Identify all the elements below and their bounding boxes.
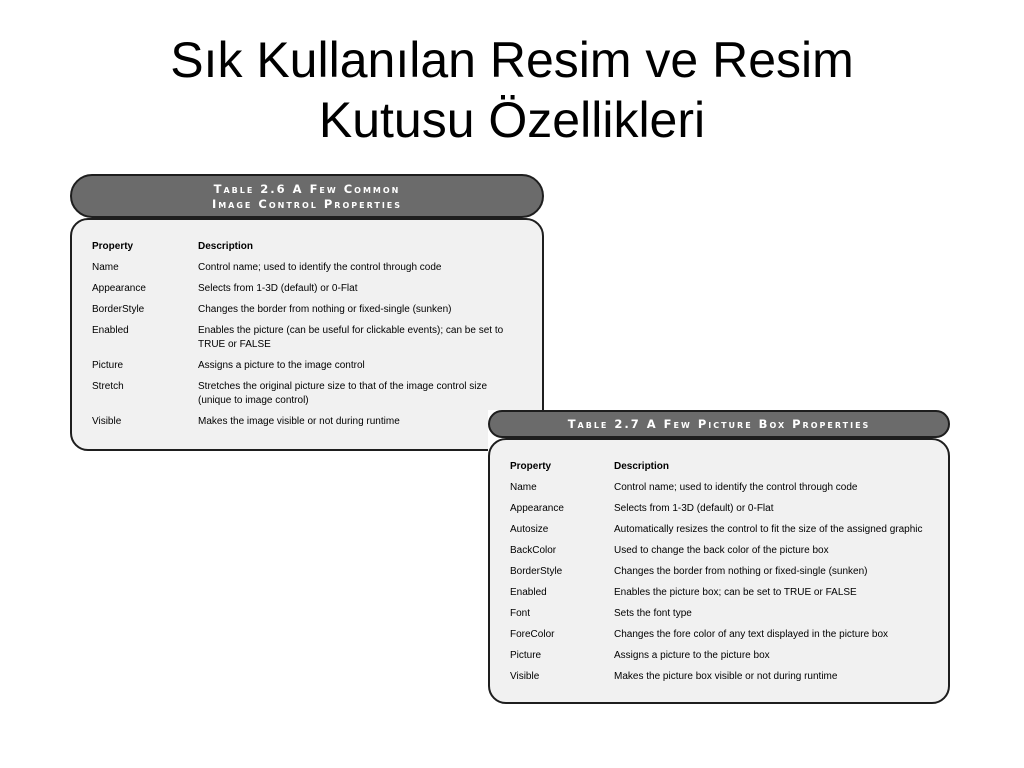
- description-cell: Changes the fore color of any text displayed in the picture box: [614, 629, 889, 640]
- table-row: [510, 565, 938, 586]
- table-rows: [510, 460, 938, 691]
- table-row: [510, 481, 938, 502]
- column-header-row: [510, 460, 938, 481]
- column-header-description: Description: [614, 461, 670, 472]
- table-row: [92, 380, 522, 415]
- column-header-row: [92, 240, 522, 261]
- description-cell: Enables the picture (can be useful for clickable events); can be set to TRUE or FALSE: [198, 325, 504, 350]
- table-row: [92, 261, 522, 282]
- property-cell: Enabled: [510, 587, 547, 598]
- slide-title-line1: Sık Kullanılan Resim ve Resim: [170, 32, 854, 88]
- table-body: [488, 438, 950, 704]
- table-row: [510, 523, 938, 544]
- table-row: [510, 649, 938, 670]
- table-row: [510, 586, 938, 607]
- description-cell: Selects from 1-3D (default) or 0-Flat: [198, 283, 358, 294]
- picture-box-properties-table: [488, 410, 950, 704]
- description-cell: Changes the border from nothing or fixed-single (sunken): [198, 304, 452, 315]
- property-cell: Appearance: [510, 503, 564, 514]
- slide-title: [0, 30, 1024, 150]
- property-cell: Autosize: [510, 524, 549, 535]
- column-header-property: Property: [92, 241, 134, 252]
- property-cell: BorderStyle: [92, 304, 145, 315]
- description-cell: Assigns a picture to the picture box: [614, 650, 770, 661]
- slide-title-line2: Kutusu Özellikleri: [318, 92, 706, 148]
- description-cell: Assigns a picture to the image control: [198, 360, 365, 371]
- property-cell: BackColor: [510, 545, 557, 556]
- table-row: [510, 628, 938, 649]
- description-cell: Automatically resizes the control to fit the size of the assigned graphic: [614, 524, 923, 535]
- table-title-line2: Image Control Properties: [211, 197, 403, 211]
- table-row: [92, 303, 522, 324]
- description-cell: Sets the font type: [614, 608, 692, 619]
- description-cell: Stretches the original picture size to that of the image control size (unique to image control): [198, 381, 488, 406]
- description-cell: Enables the picture box; can be set to TRUE or FALSE: [614, 587, 857, 598]
- table-header: [70, 174, 544, 218]
- property-cell: Name: [92, 262, 119, 273]
- property-cell: Appearance: [92, 283, 146, 294]
- property-cell: Visible: [510, 671, 540, 682]
- table-row: [92, 415, 522, 436]
- property-cell: Visible: [92, 416, 122, 427]
- table-row: [92, 359, 522, 380]
- table-body: [70, 218, 544, 451]
- table-row: [510, 607, 938, 628]
- column-header-property: Property: [510, 461, 552, 472]
- property-cell: Picture: [92, 360, 124, 371]
- table-title-line1: Table 2.6 A Few Common: [213, 182, 401, 196]
- table-row: [92, 324, 522, 359]
- property-cell: BorderStyle: [510, 566, 563, 577]
- description-cell: Used to change the back color of the picture box: [614, 545, 829, 556]
- description-cell: Control name; used to identify the control through code: [614, 482, 858, 493]
- property-cell: Name: [510, 482, 537, 493]
- description-cell: Makes the picture box visible or not during runtime: [614, 671, 838, 682]
- description-cell: Changes the border from nothing or fixed-single (sunken): [614, 566, 868, 577]
- description-cell: Makes the image visible or not during runtime: [198, 416, 400, 427]
- table-header: [488, 410, 950, 438]
- property-cell: ForeColor: [510, 629, 555, 640]
- property-cell: Picture: [510, 650, 542, 661]
- column-header-description: Description: [198, 241, 254, 252]
- property-cell: Enabled: [92, 325, 129, 336]
- table-rows: [92, 240, 522, 436]
- description-cell: Control name; used to identify the control through code: [198, 262, 442, 273]
- table-row: [510, 670, 938, 691]
- description-cell: Selects from 1-3D (default) or 0-Flat: [614, 503, 774, 514]
- image-control-properties-table: [70, 174, 544, 451]
- table-title: Table 2.7 A Few Picture Box Properties: [567, 417, 871, 431]
- property-cell: Stretch: [92, 381, 124, 392]
- table-row: [92, 282, 522, 303]
- table-row: [510, 544, 938, 565]
- table-row: [510, 502, 938, 523]
- property-cell: Font: [510, 608, 531, 619]
